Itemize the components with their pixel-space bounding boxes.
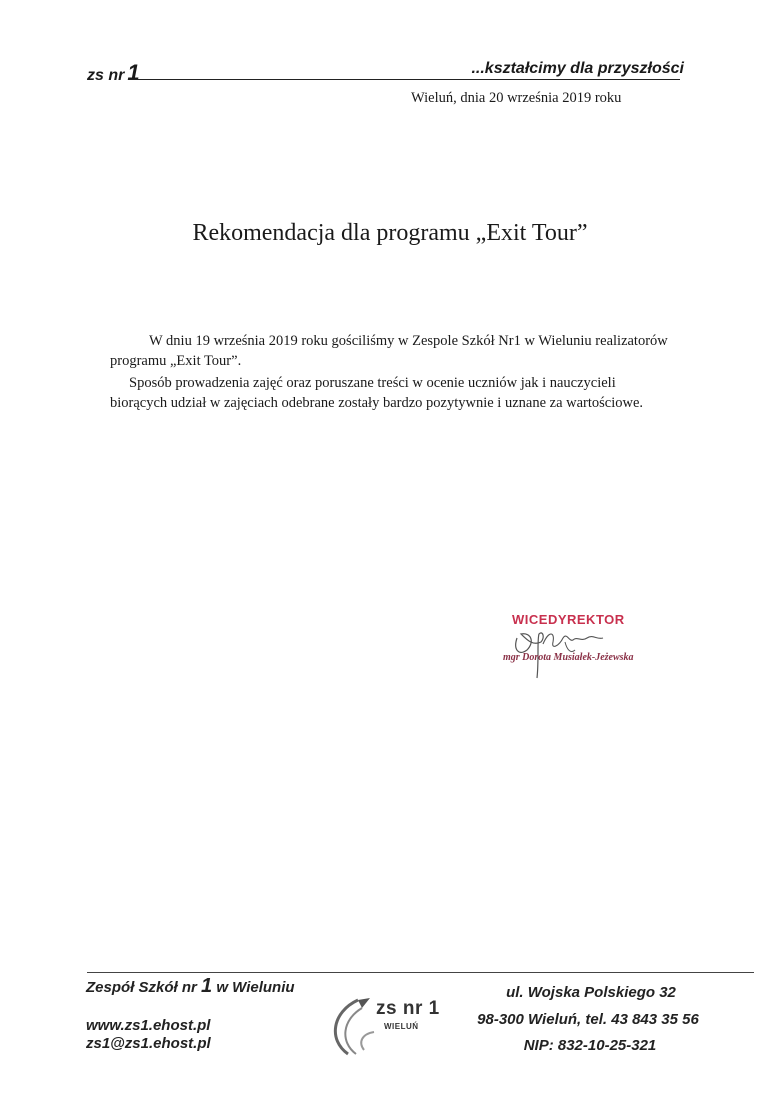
footer-divider (87, 972, 754, 973)
logo-text: zs nr 1 (376, 998, 440, 1019)
header-divider (130, 79, 680, 80)
footer-school-name (86, 975, 295, 998)
footer-nip: NIP: 832-10-25-321 (523, 1037, 657, 1054)
footer-school-number: 1 (201, 975, 213, 997)
footer-email-link[interactable]: zs1@zs1.ehost.pl (86, 1035, 211, 1052)
footer-city-phone: 98-300 Wieluń, tel. 43 843 35 56 (477, 1011, 699, 1028)
header-school-mark (87, 60, 140, 86)
footer-school-suffix: w Wieluniu (216, 979, 295, 996)
footer-address: ul. Wojska Polskiego 32 (506, 984, 676, 1001)
footer-website-link[interactable]: www.zs1.ehost.pl (86, 1017, 211, 1034)
date-line: Wieluń, dnia 20 września 2019 roku (411, 90, 622, 106)
logo-subtext: WIELUŃ (384, 1022, 419, 1031)
stamp-title: WICEDYREKTOR (512, 612, 625, 627)
header-school-number: 1 (127, 60, 140, 85)
paragraph-1: W dniu 19 września 2019 roku gościliśmy w Zespole Szkół Nr1 w Wieluniu realizatorów programu „Exit Tour”. (110, 333, 668, 369)
header-school-prefix: zs nr (87, 67, 125, 84)
header-motto: ...kształcimy dla przyszłości (471, 60, 684, 77)
document-title: Rekomendacja dla programu „Exit Tour” (192, 220, 588, 246)
footer-school-prefix: Zespół Szkół nr (86, 979, 197, 996)
stamp-name: mgr Dorota Musiałek-Jeżewska (503, 652, 634, 663)
paragraph-2: Sposób prowadzenia zajęć oraz poruszane treści w ocenie uczniów jak i nauczycieli biorących udział w zajęciach odebrane zostały bardzo pozytywnie i uznane za wartościowe. (110, 375, 644, 411)
signature-icon (505, 620, 615, 682)
